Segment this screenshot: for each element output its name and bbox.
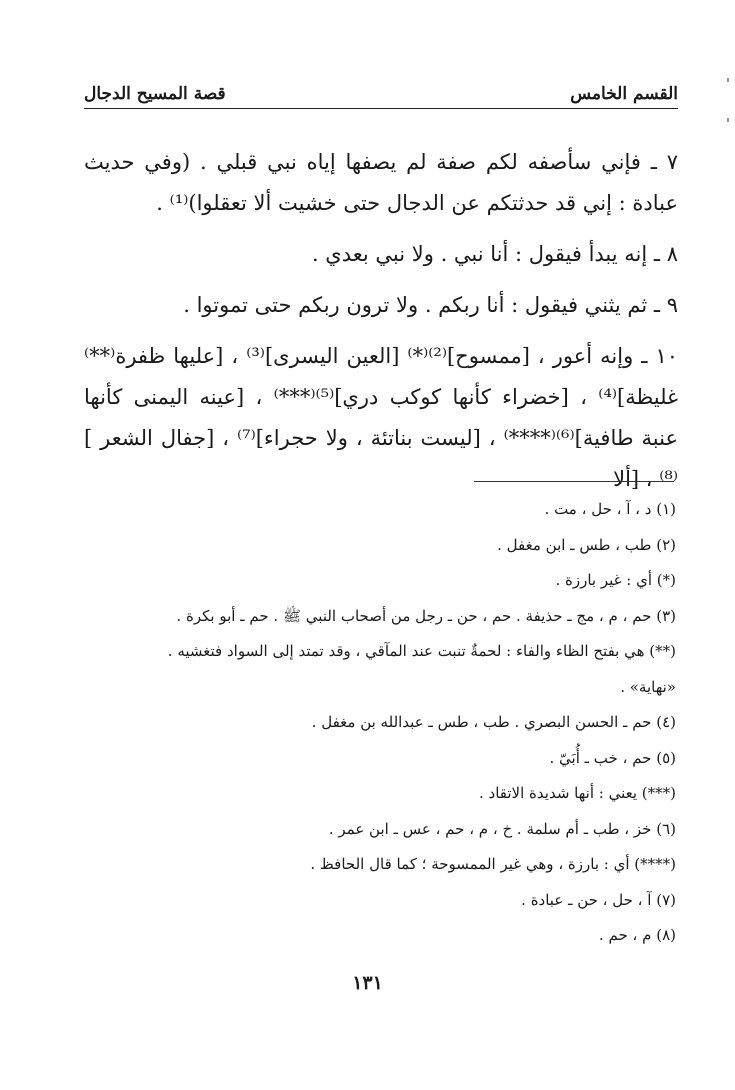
footnote: (*) أي : غير بارزة . — [555, 571, 676, 589]
paragraph-7: ٧ ـ فإني سأصفه لكم صفة لم يصفها إياه نبي قبلي . (وفي حديث عبادة : إني قد حدثتكم عن الدجال حتى خشيت ألا تعقلوا)⁽¹⁾ . — [84, 150, 678, 215]
paragraph-9: ٩ ـ ثم يثني فيقول : أنا ربكم . ولا ترون ربكم حتى تموتوا . — [183, 293, 678, 317]
footnote: «نهاية» . — [620, 677, 676, 696]
chapter-title: قصة المسيح الدجال — [84, 84, 226, 104]
section-label: القسم الخامس — [570, 84, 678, 104]
footnote: (٣) حم ، م ، مج ـ حذيفة . حم ، حن ـ رجل من أصحاب النبي ﷺ . حم ـ أبو بكرة . — [176, 606, 676, 625]
footnote: (****) أي : بارزة ، وهي غير الممسوحة ؛ كما قال الحافظ . — [310, 855, 676, 873]
footnote-rule — [474, 481, 674, 482]
footnote: (٤) حم ـ الحسن البصري . طب ، طس ـ عبدالله بن مغفل . — [311, 713, 676, 731]
footnote: (٥) حم ، خب ـ أُبَيّ . — [549, 748, 676, 767]
footnotes — [70, 492, 676, 954]
paragraph-10: ١٠ ـ وإنه أعور ، [ممسوح]⁽²⁾⁽*⁾ [العين اليسرى]⁽³⁾ ، [عليها ظفرة⁽**⁾ غليظة]⁽⁴⁾ ، [خضراء كأنها كوكب دري]⁽⁵⁾⁽***⁾ ، [عينه اليمنى كأنها عنبة طافية]⁽⁶⁾⁽****⁾ ، [ليست بناتئة ، ولا حجراء]⁽⁷⁾ ، [جفال الشعر ]⁽⁸⁾ ، [ألا — [84, 344, 678, 491]
paragraph-8: ٨ ـ إنه يبدأ فيقول : أنا نبي . ولا نبي بعدي . — [311, 242, 678, 266]
footnote: (٧) آ ، حل ، حن ـ عبادة . — [521, 890, 676, 909]
main-text — [84, 142, 678, 500]
footnote: (٢) طب ، طس ـ ابن مغفل . — [497, 535, 676, 554]
header-rule — [84, 108, 678, 109]
edge-mark — [727, 78, 729, 82]
footnote: (١) د ، آ ، حل ، مت . — [544, 500, 676, 518]
footnote: (٦) خز ، طب ـ أم سلمة . خ ، م ، حم ، عس ـ ابن عمر . — [328, 819, 676, 838]
page-number: ١٣١ — [352, 972, 383, 994]
footnote: (**) هي بفتح الظاء والفاء : لحمةٌ تنبت عند المآقي ، وقد تمتد إلى السواد فتغشيه . — [167, 642, 676, 660]
edge-mark — [727, 118, 729, 122]
footnote: (٨) م ، حم . — [599, 926, 676, 944]
footnote: (***) يعني : أنها شديدة الاتقاد . — [479, 784, 676, 802]
running-header — [84, 72, 678, 104]
